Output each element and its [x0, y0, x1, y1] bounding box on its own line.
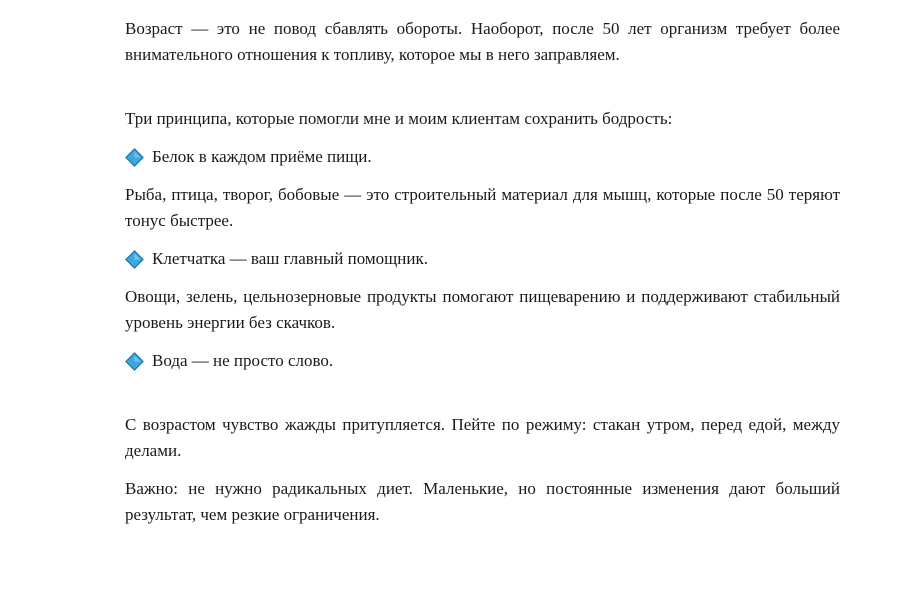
principle-item-water [125, 348, 840, 374]
principle-body-protein: Рыба, птица, творог, бобовые — это строительный материал для мышц, которые после 50 теряют тонус быстрее. [125, 185, 840, 230]
conclusion-paragraph: Важно: не нужно радикальных диет. Маленькие, но постоянные изменения дают больший результат, чем резкие ограничения. [125, 479, 840, 524]
principle-item-fiber [125, 246, 840, 272]
article-body [125, 16, 840, 540]
diamond-icon [125, 148, 144, 167]
principles-heading: Три принципа, которые помогли мне и моим клиентам сохранить бодрость: [125, 109, 673, 128]
intro-paragraph: Возраст — это не повод сбавлять обороты. Наоборот, после 50 лет организм требует более внимательного отношения к топливу, которое мы в него заправляем. [125, 19, 840, 64]
diamond-icon [125, 250, 144, 269]
principle-title: Вода — не просто слово. [152, 351, 334, 370]
water-paragraph: С возрастом чувство жажды притупляется. Пейте по режиму: стакан утром, перед едой, между делами. [125, 415, 840, 460]
principle-title: Клетчатка — ваш главный помощник. [152, 249, 428, 268]
principle-title: Белок в каждом приёме пищи. [152, 147, 372, 166]
principle-item-protein [125, 144, 840, 170]
diamond-icon [125, 352, 144, 371]
principle-body-fiber: Овощи, зелень, цельнозерновые продукты помогают пищеварению и поддерживают стабильный уровень энергии без скачков. [125, 287, 840, 332]
